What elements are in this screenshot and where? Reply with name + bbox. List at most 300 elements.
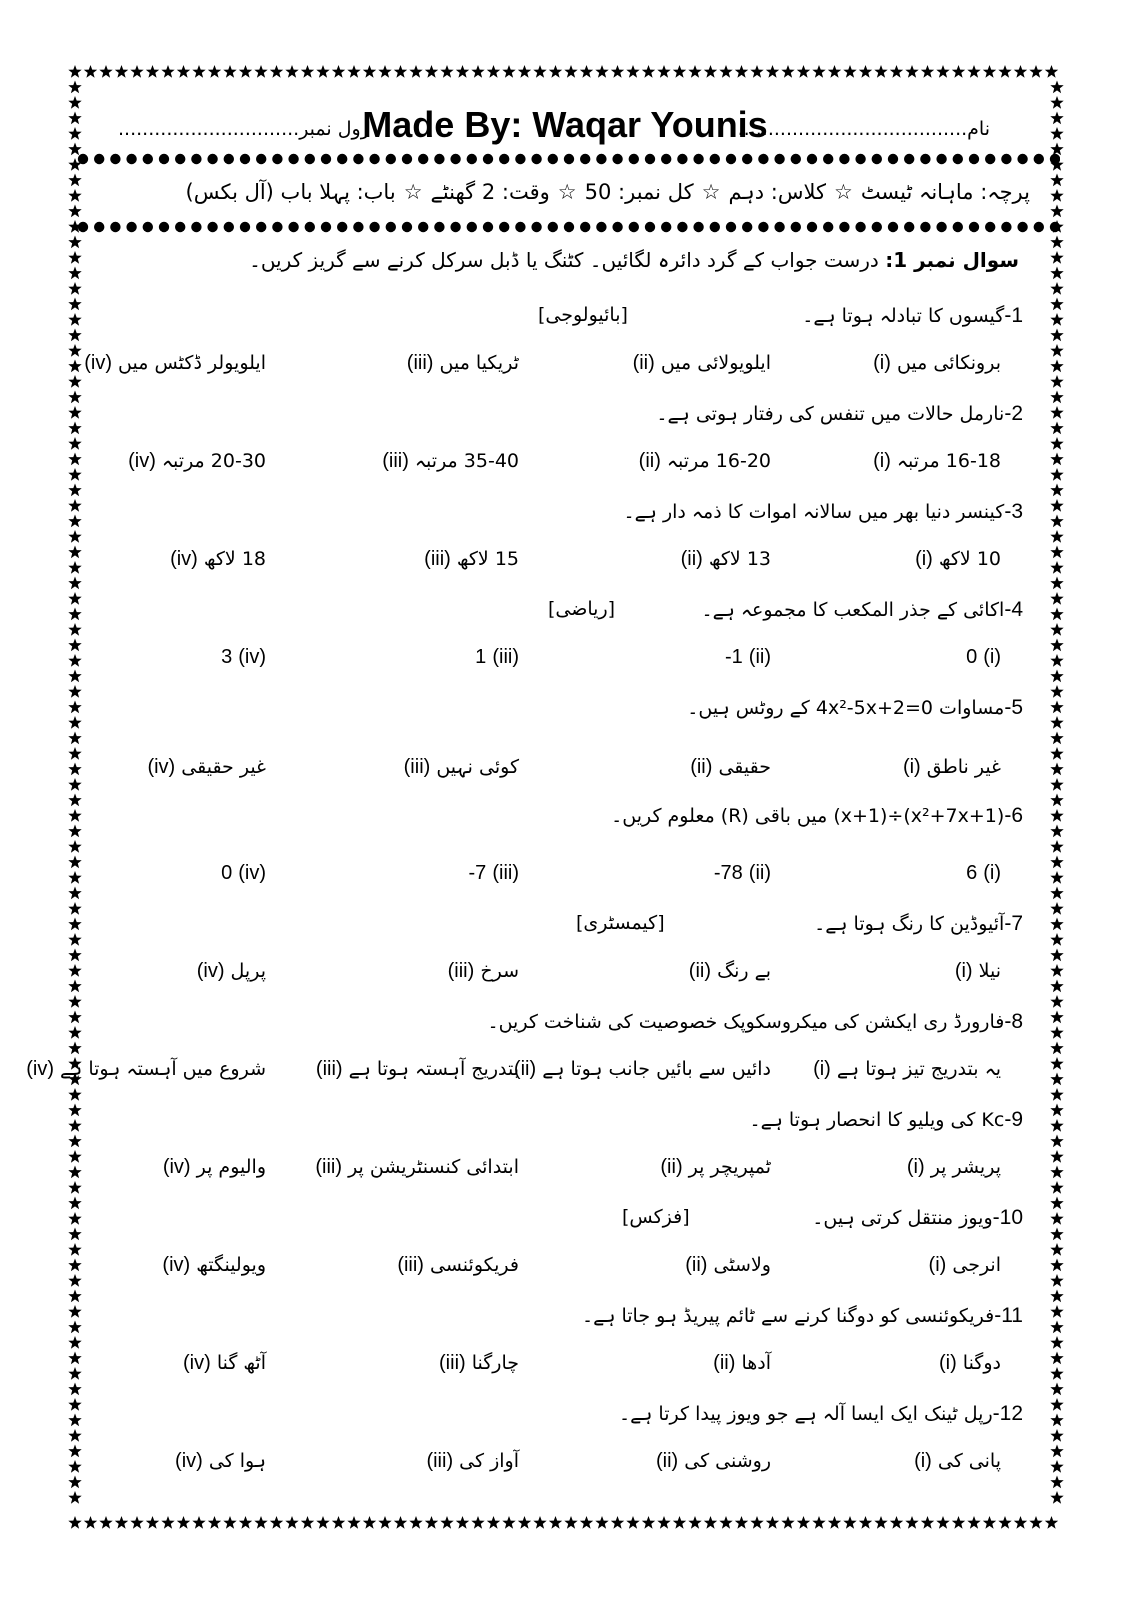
border-star (1050, 1243, 1063, 1256)
border-star (1050, 375, 1063, 388)
divider-dot (953, 222, 963, 232)
border-star (1029, 65, 1042, 78)
option-iii[interactable]: (iii) فریکوئنسی (397, 1254, 519, 1276)
divider-dot (564, 154, 574, 164)
option-iv[interactable]: (iv) ویولینگتھ (162, 1254, 266, 1276)
option-iii[interactable]: (iii) 15 لاکھ (424, 548, 519, 570)
question-stem: 2-نارمل حالات میں تنفس کی رفتار ہوتی ہے۔ (656, 402, 1023, 425)
divider-dot (823, 154, 833, 164)
border-star (68, 902, 81, 915)
divider-dot (110, 154, 120, 164)
border-star (115, 1516, 128, 1529)
divider-dot (645, 154, 655, 164)
border-star (1050, 1290, 1063, 1303)
divider-dot (143, 154, 153, 164)
border-star (409, 65, 422, 78)
option-iv[interactable]: (iv) ایلویولر ڈکٹس میں (84, 352, 266, 374)
border-star (1050, 980, 1063, 993)
class-info: کلاس: دہم (728, 180, 826, 204)
star-icon: ☆ (557, 180, 577, 204)
border-star (68, 964, 81, 977)
border-star (99, 1516, 112, 1529)
border-star (952, 1516, 965, 1529)
border-star (1050, 329, 1063, 342)
border-star (781, 1516, 794, 1529)
divider-dot (483, 154, 493, 164)
border-star (998, 65, 1011, 78)
border-star (378, 65, 391, 78)
divider-dot (839, 154, 849, 164)
border-star (549, 1516, 562, 1529)
border-star (440, 65, 453, 78)
divider-dot (888, 154, 898, 164)
total-marks: کل نمبر: 50 (584, 180, 694, 204)
divider-dot (580, 222, 590, 232)
divider-dot (710, 222, 720, 232)
question-heading (249, 248, 1019, 272)
divider-dot (191, 154, 201, 164)
border-star (254, 65, 267, 78)
border-star (1050, 1197, 1063, 1210)
border-star (642, 65, 655, 78)
option-iv[interactable]: (iv) والیوم پر (162, 1156, 266, 1178)
border-star (68, 530, 81, 543)
border-star (1050, 902, 1063, 915)
border-star (1050, 763, 1063, 776)
border-star (68, 1321, 81, 1334)
option-i[interactable]: 0 (i) (966, 646, 1001, 668)
paper-type: پرچہ: ماہانہ ٹیسٹ (860, 180, 1030, 204)
divider-dot (953, 154, 963, 164)
border-star (316, 1516, 329, 1529)
border-star (68, 1491, 81, 1504)
border-star (68, 809, 81, 822)
border-star (1050, 1212, 1063, 1225)
border-star (68, 1011, 81, 1024)
border-star (533, 65, 546, 78)
option-iv[interactable]: (iv) آٹھ گنا (183, 1352, 266, 1374)
border-star (378, 1516, 391, 1529)
subject-tag: [ریاضی] (548, 598, 616, 620)
border-star (68, 1181, 81, 1194)
border-star (347, 1516, 360, 1529)
option-i[interactable]: (i) پریشر پر (906, 1156, 1001, 1178)
option-ii[interactable]: (ii) روشنی کی (655, 1450, 771, 1472)
border-star (1045, 1516, 1058, 1529)
border-star (1050, 577, 1063, 590)
border-star (1050, 391, 1063, 404)
divider-dot (612, 222, 622, 232)
option-ii[interactable]: (ii) ایلویولائی میں (632, 352, 771, 374)
border-star (68, 918, 81, 931)
border-star (68, 267, 81, 280)
divider-dot (483, 222, 493, 232)
border-star (68, 732, 81, 745)
option-ii[interactable]: (ii) ولاسٹی (685, 1254, 771, 1276)
border-star (161, 1516, 174, 1529)
border-star (223, 1516, 236, 1529)
border-star (68, 189, 81, 202)
border-star (704, 1516, 717, 1529)
divider-dot (823, 222, 833, 232)
divider-dot (985, 154, 995, 164)
border-star (68, 1336, 81, 1349)
border-star (1050, 313, 1063, 326)
divider-dot (677, 154, 687, 164)
border-star (1050, 840, 1063, 853)
border-star (68, 329, 81, 342)
divider-dot (78, 154, 88, 164)
option-iv[interactable]: (iv) شروع میں آہستہ ہوتا ہے (26, 1058, 266, 1080)
border-star (890, 1516, 903, 1529)
divider-dot (207, 154, 217, 164)
divider-dot (936, 154, 946, 164)
option-i[interactable]: (i) 10 لاکھ (915, 548, 1001, 570)
option-iv[interactable]: 3 (iv) (221, 646, 266, 668)
border-star (68, 422, 81, 435)
border-star (208, 65, 221, 78)
option-i[interactable]: (i) پانی کی (914, 1450, 1001, 1472)
border-star (967, 65, 980, 78)
divider-dot (726, 222, 736, 232)
option-i[interactable]: (i) غیر ناطق (902, 756, 1001, 778)
border-star (1050, 1228, 1063, 1241)
divider-dot (548, 154, 558, 164)
divider-dot (661, 154, 671, 164)
border-star (68, 360, 81, 373)
border-star (456, 1516, 469, 1529)
divider-dot (402, 222, 412, 232)
border-star (1050, 360, 1063, 373)
option-iii[interactable]: (iii) 35-40 مرتبہ (382, 450, 519, 472)
border-star (1050, 189, 1063, 202)
option-iii[interactable]: (iii) کوئی نہیں (403, 756, 519, 778)
border-star (487, 65, 500, 78)
divider-dot (515, 154, 525, 164)
question-stem: 7-آئیوڈین کا رنگ ہوتا ہے۔ (814, 912, 1023, 935)
border-star (859, 65, 872, 78)
option-ii[interactable]: (ii) بے رنگ (688, 960, 771, 982)
border-star (564, 1516, 577, 1529)
divider-dot (305, 222, 315, 232)
divider-dot (369, 154, 379, 164)
divider-dot (159, 222, 169, 232)
border-star (1014, 1516, 1027, 1529)
border-star (68, 282, 81, 295)
option-i[interactable]: (i) یہ بتدریج تیز ہوتا ہے (813, 1058, 1001, 1080)
border-star (580, 65, 593, 78)
border-star (68, 205, 81, 218)
border-star (68, 1367, 81, 1380)
border-star (68, 1516, 81, 1529)
border-star (1050, 282, 1063, 295)
border-star (812, 1516, 825, 1529)
question-stem: 3-کینسر دنیا بھر میں سالانہ اموات کا ذمہ دار ہے۔ (623, 500, 1023, 523)
border-star (1050, 825, 1063, 838)
dot-divider-bottom (76, 220, 1060, 234)
border-star (1050, 1135, 1063, 1148)
divider-dot (1017, 222, 1027, 232)
divider-dot (288, 154, 298, 164)
border-star (797, 1516, 810, 1529)
divider-dot (240, 222, 250, 232)
divider-dot (256, 222, 266, 232)
border-star (1050, 174, 1063, 187)
border-star (1014, 65, 1027, 78)
option-iii[interactable]: (iii) ٹریکیا میں (406, 352, 519, 374)
option-iv[interactable]: (iv) 20-30 مرتبہ (128, 450, 266, 472)
border-star (750, 65, 763, 78)
option-iii[interactable]: -7 (iii) (468, 862, 519, 884)
border-star (952, 65, 965, 78)
option-iii[interactable]: (iii) چارگنا (439, 1352, 519, 1374)
divider-dot (224, 154, 234, 164)
border-star (68, 670, 81, 683)
border-star (239, 65, 252, 78)
divider-dot (677, 222, 687, 232)
option-ii[interactable]: (ii) دائیں سے بائیں جانب ہوتا ہے (513, 1058, 771, 1080)
divider-dot (872, 222, 882, 232)
option-ii[interactable]: (ii) 16-20 مرتبہ (638, 450, 771, 472)
option-ii[interactable]: (ii) حقیقی (690, 756, 771, 778)
border-star (68, 1212, 81, 1225)
border-star (905, 1516, 918, 1529)
divider-dot (580, 154, 590, 164)
border-star (68, 174, 81, 187)
border-star (1050, 933, 1063, 946)
star-icon: ☆ (701, 180, 721, 204)
border-star (394, 65, 407, 78)
option-iv[interactable]: (iv) 18 لاکھ (170, 548, 266, 570)
border-star (766, 65, 779, 78)
border-star (68, 887, 81, 900)
option-iii[interactable]: (iii) بتدریج آہستہ ہوتا ہے (315, 1058, 519, 1080)
border-star (68, 484, 81, 497)
border-star (874, 1516, 887, 1529)
border-star (502, 65, 515, 78)
divider-dot (467, 154, 477, 164)
border-star (347, 65, 360, 78)
option-ii[interactable]: -1 (ii) (724, 646, 771, 668)
border-star (192, 1516, 205, 1529)
divider-dot (175, 222, 185, 232)
border-star (1050, 887, 1063, 900)
option-iv[interactable]: (iv) ہوا کی (175, 1450, 266, 1472)
border-star (1050, 623, 1063, 636)
divider-dot (742, 154, 752, 164)
border-star (967, 1516, 980, 1529)
border-star (890, 65, 903, 78)
border-star (68, 1088, 81, 1101)
border-star (983, 65, 996, 78)
border-star (409, 1516, 422, 1529)
border-star (68, 794, 81, 807)
border-star (673, 1516, 686, 1529)
border-star (68, 1305, 81, 1318)
border-star (254, 1516, 267, 1529)
option-i[interactable]: (i) نیلا (954, 960, 1001, 982)
divider-dot (272, 222, 282, 232)
border-star (1050, 437, 1063, 450)
option-ii[interactable]: (ii) آدھا (713, 1352, 771, 1374)
border-star (1050, 1445, 1063, 1458)
divider-dot (531, 222, 541, 232)
border-star (68, 608, 81, 621)
border-star (68, 1026, 81, 1039)
divider-dot (499, 154, 509, 164)
border-star (1050, 422, 1063, 435)
option-i[interactable]: (i) انرجی (928, 1254, 1001, 1276)
option-i[interactable]: (i) دوگنا (938, 1352, 1001, 1374)
option-i[interactable]: 6 (i) (966, 862, 1001, 884)
border-star (68, 1445, 81, 1458)
header (100, 100, 1030, 160)
border-star (84, 1516, 97, 1529)
divider-dot (353, 154, 363, 164)
border-star (1050, 918, 1063, 931)
border-star (874, 65, 887, 78)
question-stem: 6-(x²+7x+1)÷(x+1) میں باقی (R) معلوم کریں۔ (611, 804, 1023, 827)
border-star (68, 747, 81, 760)
divider-dot (872, 154, 882, 164)
border-star (921, 1516, 934, 1529)
border-star (68, 1398, 81, 1411)
divider-dot (240, 154, 250, 164)
option-iv[interactable]: 0 (iv) (221, 862, 266, 884)
border-star (68, 1414, 81, 1427)
border-star (642, 1516, 655, 1529)
border-star (921, 65, 934, 78)
border-star (1050, 112, 1063, 125)
border-star (68, 1290, 81, 1303)
border-star (766, 1516, 779, 1529)
divider-dot (272, 154, 282, 164)
border-star (208, 1516, 221, 1529)
divider-dot (499, 222, 509, 232)
border-star (983, 1516, 996, 1529)
divider-dot (888, 222, 898, 232)
border-star (1050, 1119, 1063, 1132)
border-star (673, 65, 686, 78)
divider-dot (402, 154, 412, 164)
option-iii[interactable]: (iii) سرخ (447, 960, 519, 982)
border-star (130, 65, 143, 78)
border-star (549, 65, 562, 78)
border-star (68, 127, 81, 140)
border-star (1050, 732, 1063, 745)
border-star (177, 65, 190, 78)
divider-dot (596, 154, 606, 164)
border-star (440, 1516, 453, 1529)
divider-dot (256, 154, 266, 164)
question-stem: 4-اکائی کے جذر المکعب کا مجموعہ ہے۔ (701, 598, 1023, 621)
border-star (611, 1516, 624, 1529)
border-star (1050, 716, 1063, 729)
border-star (828, 65, 841, 78)
divider-dot (1034, 222, 1044, 232)
border-star (936, 1516, 949, 1529)
border-star (797, 65, 810, 78)
border-star (719, 1516, 732, 1529)
border-star (1050, 251, 1063, 264)
border-star (146, 1516, 159, 1529)
question-stem: 10-ویوز منتقل کرتی ہیں۔ (812, 1206, 1023, 1229)
border-star (1050, 1026, 1063, 1039)
border-star (626, 65, 639, 78)
border-star (68, 453, 81, 466)
option-iii[interactable]: (iii) ابتدائی کنسنٹریشن پر (315, 1156, 519, 1178)
border-star (1050, 1491, 1063, 1504)
option-iii[interactable]: (iii) آواز کی (426, 1450, 519, 1472)
border-star (1050, 871, 1063, 884)
border-star (68, 716, 81, 729)
divider-dot (629, 154, 639, 164)
divider-dot (920, 222, 930, 232)
divider-dot (742, 222, 752, 232)
divider-dot (791, 154, 801, 164)
question-stem: 5-مساوات 4x²-5x+2=0 کے روٹس ہیں۔ (687, 696, 1023, 719)
border-star (1050, 1042, 1063, 1055)
divider-dot (969, 222, 979, 232)
border-star (580, 1516, 593, 1529)
divider-dot (661, 222, 671, 232)
divider-dot (791, 222, 801, 232)
border-star (828, 1516, 841, 1529)
border-star (68, 468, 81, 481)
border-star (68, 1460, 81, 1473)
divider-dot (612, 154, 622, 164)
border-star (99, 65, 112, 78)
option-iv[interactable]: (iv) پرپل (196, 960, 266, 982)
border-star (285, 65, 298, 78)
border-star (781, 65, 794, 78)
subject-tag: [فزکس] (622, 1206, 690, 1228)
border-star (1050, 856, 1063, 869)
border-star (1050, 515, 1063, 528)
border-star (270, 65, 283, 78)
border-star (1050, 1305, 1063, 1318)
border-star (611, 65, 624, 78)
border-star (68, 949, 81, 962)
option-i[interactable]: (i) برونکائی میں (873, 352, 1001, 374)
border-star (68, 825, 81, 838)
option-iv[interactable]: (iv) غیر حقیقی (147, 756, 266, 778)
option-ii[interactable]: (ii) 13 لاکھ (680, 548, 771, 570)
divider-dot (920, 154, 930, 164)
border-star (68, 112, 81, 125)
divider-dot (207, 222, 217, 232)
border-star (146, 65, 159, 78)
option-ii[interactable]: (ii) ٹمپریچر پر (660, 1156, 771, 1178)
divider-dot (710, 154, 720, 164)
divider-dot (126, 222, 136, 232)
border-star (1050, 1104, 1063, 1117)
border-star (1050, 96, 1063, 109)
border-star (316, 65, 329, 78)
divider-dot (985, 222, 995, 232)
border-star (68, 391, 81, 404)
border-star (68, 251, 81, 264)
border-star (301, 1516, 314, 1529)
divider-dot (175, 154, 185, 164)
option-ii[interactable]: -78 (ii) (713, 862, 771, 884)
option-i[interactable]: (i) 16-18 مرتبہ (873, 450, 1001, 472)
option-iii[interactable]: 1 (iii) (475, 646, 519, 668)
border-star (68, 871, 81, 884)
divider-dot (726, 154, 736, 164)
border-star (518, 1516, 531, 1529)
border-star (1050, 1011, 1063, 1024)
